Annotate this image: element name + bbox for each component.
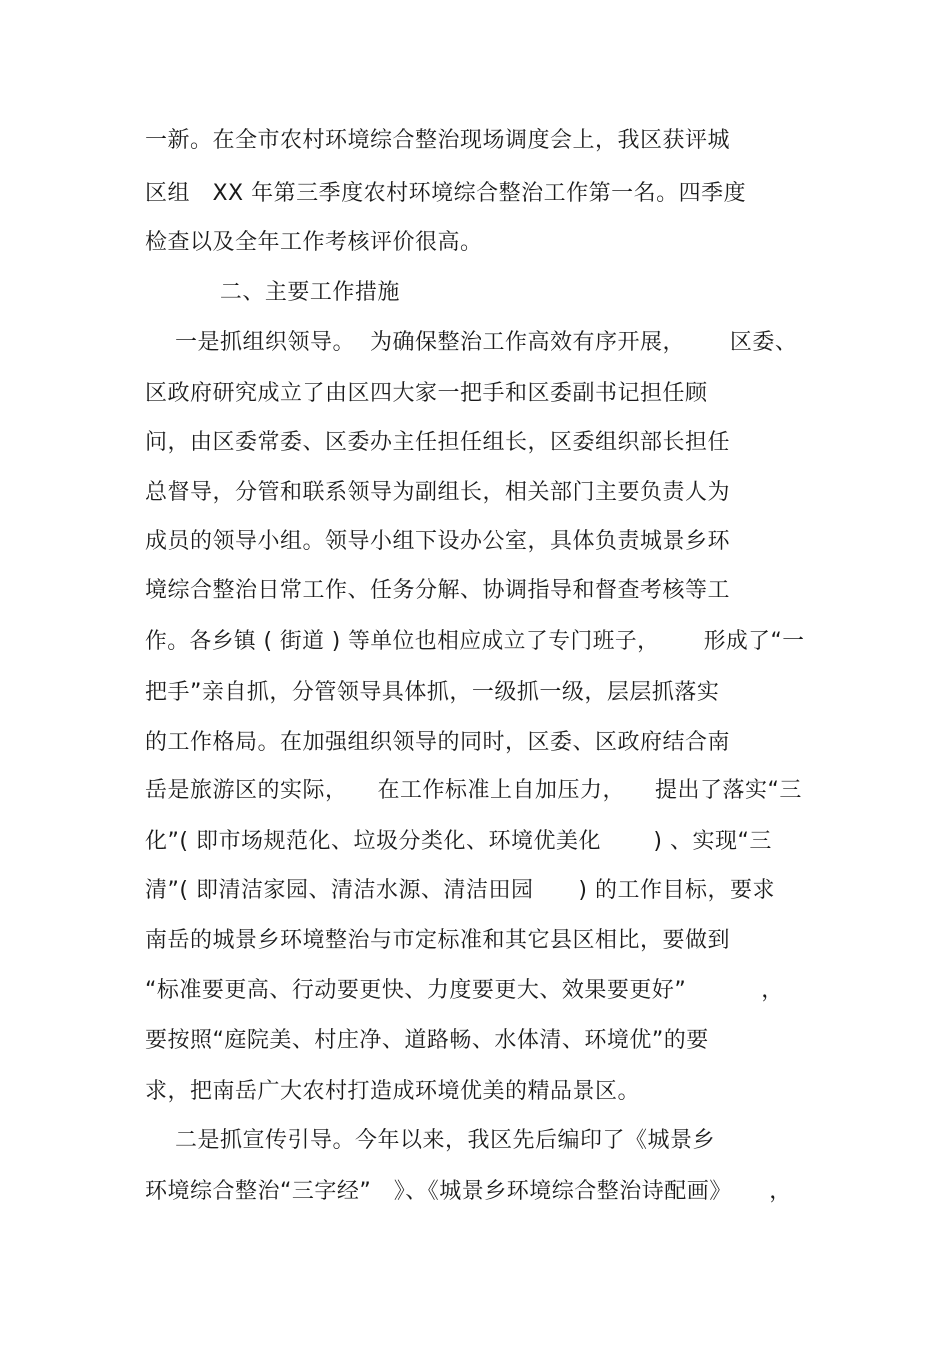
text-line: 环境综合整治“三字经” 》、《城景乡环境综合整治诗配画》 ， <box>145 1179 792 1204</box>
text-line: 检查以及全年工作考核评价很高。 <box>145 230 483 255</box>
text-line: 总督导，分管和联系领导为副组长，相关部门主要负责人为 <box>145 480 731 505</box>
text-line: 清”( 即清洁家园、清洁水源、清洁田园 ) 的工作目标，要求 <box>145 878 776 903</box>
text-line: 岳是旅游区的实际， 在工作标准上自加压力， 提出了落实“三 <box>145 778 802 803</box>
text-line: 区组 XX 年第三季度农村环境综合整治工作第一名。四季度 <box>145 181 747 206</box>
text-line: 境综合整治日常工作、任务分解、协调指导和督查考核等工 <box>145 578 731 603</box>
text-line: 区政府研究成立了由区四大家一把手和区委副书记担任顾 <box>145 381 708 406</box>
text-line: 一新。在全市农村环境综合整治现场调度会上，我区获评城 <box>145 128 731 153</box>
text-line: 南岳的城景乡环境整治与市定标准和其它县区相比，要做到 <box>145 928 731 953</box>
text-line: 二是抓宣传引导。今年以来，我区先后编印了《城景乡 <box>145 1128 715 1153</box>
text-line: 把手”亲自抓，分管领导具体抓，一级抓一级，层层抓落实 <box>145 680 720 705</box>
text-line: 化”( 即市场规范化、垃圾分类化、环境优美化 ) 、实现“三 <box>145 829 772 854</box>
text-line: 的工作格局。在加强组织领导的同时，区委、区政府结合南 <box>145 730 731 755</box>
text-line: 问，由区委常委、区委办主任担任组长，区委组织部长担任 <box>145 430 731 455</box>
text-line: 要按照“庭院美、村庄净、道路畅、水体清、环境优”的要 <box>145 1028 709 1053</box>
text-line: 作。各乡镇 ( 街道 ) 等单位也相应成立了专门班子， 形成了“一 <box>145 629 805 654</box>
text-line: “标准要更高、行动要更快、力度要更大、效果要更好” ， <box>145 978 784 1003</box>
text-line: 一是抓组织领导。 为确保整治工作高效有序开展， 区委、 <box>145 330 798 355</box>
text-line: 成员的领导小组。领导小组下设办公室，具体负责城景乡环 <box>145 529 731 554</box>
text-line: 求，把南岳广大农村打造成环境优美的精品景区。 <box>145 1079 641 1104</box>
section-heading: 二、主要工作措施 <box>145 280 400 305</box>
